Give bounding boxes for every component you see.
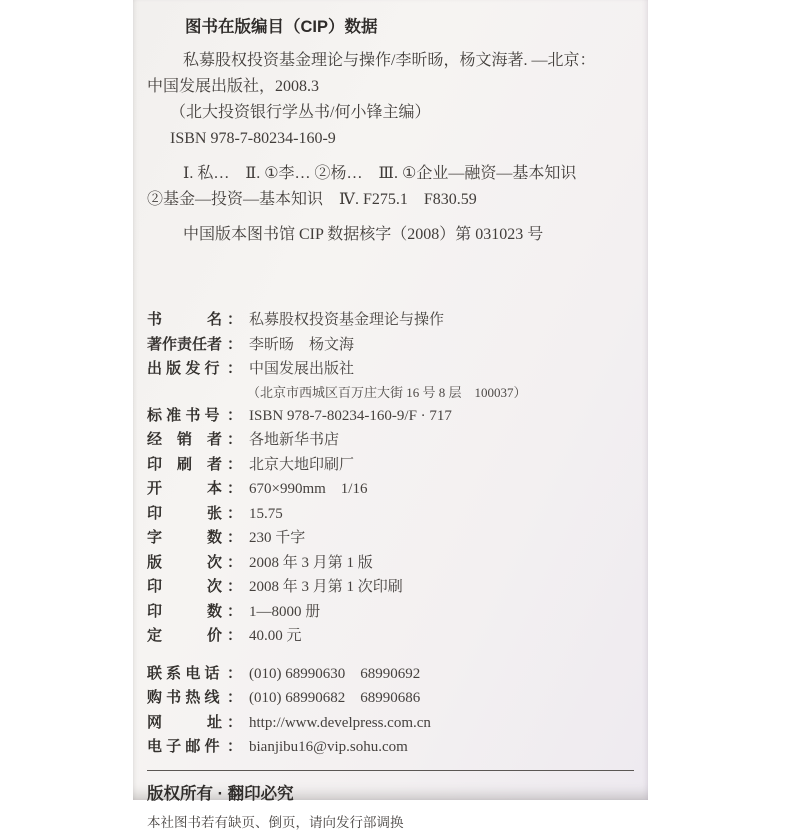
row-label: 印 次: [147, 578, 223, 595]
cip-line-classification-1: Ⅰ. 私… Ⅱ. ①李… ②杨… Ⅲ. ①企业—融资—基本知识: [183, 165, 577, 182]
row-label: 版 次: [147, 553, 223, 571]
label-colon: ：: [227, 602, 243, 620]
row-contact-phone: [147, 662, 636, 687]
row-authors: [147, 333, 636, 358]
row-label: 字 数: [147, 529, 223, 546]
cip-line-series: （北大投资银行学丛书/何小锋主编）: [170, 104, 431, 121]
row-label: 开 本: [147, 480, 223, 497]
cip-line-publisher: 中国发展出版社，2008.3: [147, 78, 320, 95]
row-book-title: [147, 308, 636, 333]
row-order-hotline: [147, 686, 636, 711]
label-colon: ：: [227, 713, 243, 731]
row-printer: [147, 453, 636, 478]
copyright-notice: 版权所有 · 翻印必究: [147, 784, 294, 803]
row-value: 40.00 元: [249, 628, 302, 644]
label-colon: ：: [227, 431, 243, 448]
label-colon: ：: [227, 627, 243, 644]
row-value: 李昕旸 杨文海: [249, 336, 355, 353]
row-label: 联 系 电 话: [147, 664, 220, 682]
row-value: (010) 68990682 68990686: [249, 690, 421, 706]
row-value: 各地新华书店: [249, 432, 340, 448]
row-value: ISBN 978-7-80234-160-9/F · 717: [249, 407, 452, 424]
row-impression: [147, 575, 636, 600]
book-copyright-page: [133, 0, 648, 830]
cip-section: [147, 13, 636, 248]
colophon-section: [147, 308, 636, 760]
label-colon: ：: [227, 664, 243, 682]
row-format: [147, 477, 636, 502]
row-value: 中国发展出版社: [249, 361, 355, 377]
row-label: 印 张: [147, 504, 223, 522]
row-value: bianjibu16@vip.sohu.com: [249, 739, 408, 755]
row-value: 私募股权投资基金理论与操作: [249, 312, 445, 328]
row-distributor: [147, 428, 636, 453]
row-value: 2008 年 3 月第 1 次印刷: [249, 579, 403, 595]
footer-divider: [147, 770, 634, 771]
label-colon: ：: [227, 360, 243, 377]
label-colon: ：: [227, 311, 243, 328]
row-value: 230 千字: [249, 530, 306, 546]
row-label: 标 准 书 号: [147, 406, 220, 424]
cip-line-isbn: ISBN 978-7-80234-160-9: [170, 130, 336, 147]
label-colon: ：: [227, 480, 243, 497]
row-label: 出 版 发 行: [147, 360, 220, 377]
row-label: 网 址: [147, 713, 223, 731]
row-value: 15.75: [249, 505, 283, 522]
cip-title: 图书在版编目（CIP）数据: [185, 18, 378, 36]
row-label: 印 刷 者: [147, 455, 223, 473]
row-print-run: [147, 600, 636, 625]
label-colon: ：: [227, 455, 243, 473]
row-label: 购 书 热 线: [147, 689, 220, 706]
row-label: 书 名: [147, 311, 223, 328]
label-colon: ：: [227, 738, 243, 755]
cip-line-title-statement: 私募股权投资基金理论与操作/李昕旸，杨文海著. —北京：: [183, 52, 596, 69]
label-colon: ：: [227, 504, 243, 522]
contact-section: [147, 662, 636, 760]
cip-line-classification-2: ②基金—投资—基本知识 Ⅳ. F275.1 F830.59: [147, 191, 477, 208]
row-standard-book-number: [147, 404, 636, 429]
label-colon: ：: [227, 578, 243, 595]
row-email: [147, 735, 636, 760]
row-label: 著作责任者: [147, 335, 223, 353]
row-label: 印 数: [147, 602, 223, 620]
row-word-count: [147, 526, 636, 551]
row-label: 定 价: [147, 627, 223, 644]
label-colon: ：: [227, 553, 243, 571]
row-value: 1—8000 册: [249, 603, 321, 620]
row-value: (010) 68990630 68990692: [249, 665, 421, 682]
cip-line-record-number: 中国版本图书馆 CIP 数据核字（2008）第 031023 号: [183, 226, 544, 243]
label-colon: ：: [227, 529, 243, 546]
row-label: 电 子 邮 件: [147, 738, 220, 755]
row-printed-sheets: [147, 502, 636, 527]
exchange-note: 本社图书若有缺页、倒页，请向发行部调换: [147, 814, 404, 830]
row-edition: [147, 551, 636, 576]
row-website: [147, 711, 636, 736]
publisher-address-note: （北京市西城区百万庄大街 16 号 8 层 100037）: [247, 384, 527, 400]
row-label: 经 销 者: [147, 431, 223, 448]
row-publisher: [147, 357, 636, 382]
label-colon: ：: [227, 689, 243, 706]
label-colon: ：: [227, 335, 243, 353]
label-colon: ：: [227, 406, 243, 424]
row-value: http://www.develpress.com.cn: [249, 714, 431, 731]
row-value: 670×990mm 1/16: [249, 481, 368, 497]
row-value: 北京大地印刷厂: [249, 456, 355, 473]
row-price: [147, 624, 636, 649]
row-value: 2008 年 3 月第 1 版: [249, 554, 373, 571]
